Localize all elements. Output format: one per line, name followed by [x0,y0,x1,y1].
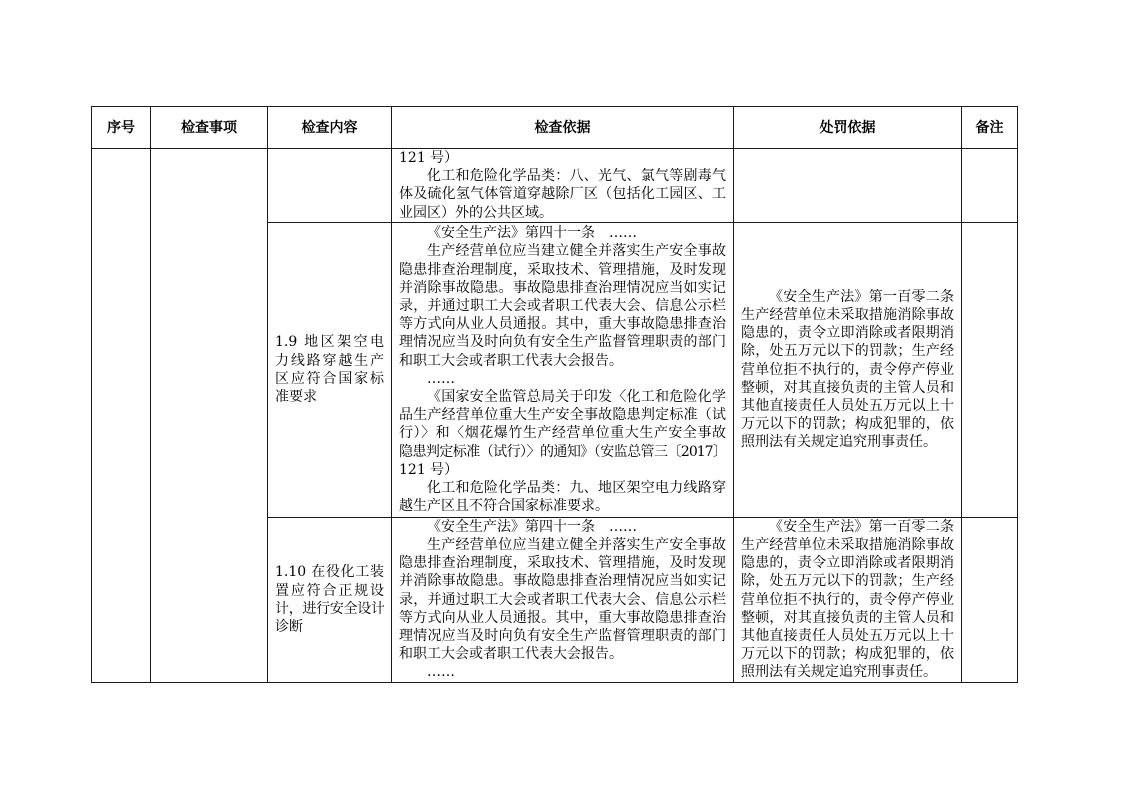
content-cell [268,517,392,682]
penalty-cell [734,517,962,682]
text-line: 和职工大会或者职工代表大会报告。 [399,646,623,663]
text-line: 除，处五万元以下的罚款；生产经 [741,573,954,590]
text-line: 生产经营单位应当建立健全并落实生产安全事故 [427,537,726,554]
remark-cell [962,517,1018,682]
text-line: 《安全生产法》第一百零二条 [769,288,954,305]
header-content: 检查内容 [268,107,392,149]
content-text [268,333,391,406]
item-cell [151,149,268,683]
basis-text [392,224,733,515]
penalty-text [734,288,961,452]
text-line: 等方式向从业人员通报。其中，重大事故隐患排查治 [399,609,726,626]
text-line: 生产经营单位未采取措施消除事故 [741,537,954,554]
remark-cell [962,222,1018,517]
text-line: 生产经营单位未采取措施消除事故 [741,307,954,324]
text-line: 隐患的，责令立即消除或者限期消 [741,325,954,342]
text-line: 置应符合正规设 [275,582,384,599]
text-line: 隐患排查治理制度，采取技术、管理措施，及时发现 [399,261,726,278]
inspection-table [91,106,1018,683]
text-line: 品生产经营单位重大生产安全事故隐患判定标准（试 [399,407,726,424]
text-line: 化工和危险化学品类：八、光气、氯气等剧毒气 [427,168,726,185]
text-line: 万元以下的罚款；构成犯罪的，依 [741,646,954,663]
text-line: 1.9 地区架空电 [275,334,384,351]
content-cell [268,222,392,517]
text-line: 营单位拒不执行的，责令停产停业 [741,591,954,608]
text-line: 并消除事故隐患。事故隐患排查治理情况应当如实记 [399,279,726,296]
text-line: 《安全生产法》第四十一条 …… [427,225,637,242]
text-line: 行）〉和〈烟花爆竹生产经营单位重大生产安全事故 [399,425,726,442]
content-cell [268,149,392,223]
basis-text [392,518,733,682]
text-line: 等方式向从业人员通报。其中，重大事故隐患排查治 [399,316,726,333]
text-line: 《安全生产法》第四十一条 …… [427,518,637,535]
remark-cell [962,149,1018,223]
text-line: 录，并通过职工大会或者职工代表大会、信息公示栏 [399,591,726,608]
header-item: 检查事项 [151,107,268,149]
header-remark: 备注 [962,107,1018,149]
text-line: 并消除事故隐患。事故隐患排查治理情况应当如实记 [399,573,726,590]
text-line: 生产经营单位应当建立健全并落实生产安全事故 [427,243,726,260]
text-line: 计，进行安全设计 [275,600,384,617]
text-line: 其他直接责任人员处五万元以上十 [741,628,954,645]
text-line: 照刑法有关规定追究刑事责任。 [741,434,937,451]
text-line: 力线路穿越生产 [275,352,384,369]
content-text [268,563,391,636]
text-line: …… [427,664,455,681]
text-line: 营单位拒不执行的，责令停产停业 [741,361,954,378]
text-line: 隐患判定标准（试行）〉的通知》（安监总管三〔2017〕 [399,443,726,460]
text-line: 121 号） [399,461,459,478]
text-line: 越生产区且不符合国家标准要求。 [399,498,609,515]
text-line: 业园区）外的公共区域。 [399,204,553,221]
text-line: 录，并通过职工大会或者职工代表大会、信息公示栏 [399,298,726,314]
header-basis: 检查依据 [392,107,734,149]
no-cell [92,149,151,683]
text-line: 《安全生产法》第一百零二条 [769,518,954,535]
text-line: 隐患排查治理制度，采取技术、管理措施，及时发现 [399,555,726,572]
text-line: 其他直接责任人员处五万元以上十 [741,398,954,415]
text-line: 照刑法有关规定追究刑事责任。 [741,664,937,681]
penalty-cell [734,149,962,223]
basis-cell [392,222,734,517]
text-line: 除，处五万元以下的罚款；生产经 [741,343,954,360]
text-line: 理情况应当及时向负有安全生产监督管理职责的部门 [399,334,726,351]
text-line: 体及硫化氢气体管道穿越除厂区（包括化工园区、工 [399,186,726,203]
text-line: 121 号） [399,150,459,166]
text-line: …… [427,370,455,387]
basis-text [392,149,733,222]
table-row [92,149,1018,223]
text-line: 区应符合国家标 [275,370,384,387]
text-line: 准要求 [275,388,317,405]
basis-cell [392,149,734,223]
text-line: 诊断 [275,618,303,635]
header-no: 序号 [92,107,151,149]
basis-cell [392,517,734,682]
text-line: 万元以下的罚款；构成犯罪的，依 [741,416,954,433]
header-row [92,107,1018,149]
text-line: 理情况应当及时向负有安全生产监督管理职责的部门 [399,628,726,645]
penalty-text [734,518,961,682]
penalty-cell [734,222,962,517]
text-line: 整顿，对其直接负责的主管人员和 [741,379,954,396]
text-line: 《国家安全监管总局关于印发〈化工和危险化学 [427,388,726,405]
header-penalty: 处罚依据 [734,107,962,149]
text-line: 化工和危险化学品类：九、地区架空电力线路穿 [427,479,726,496]
text-line: 整顿，对其直接负责的主管人员和 [741,609,954,626]
text-line: 隐患的，责令立即消除或者限期消 [741,555,954,572]
text-line: 1.10 在役化工装 [275,564,384,581]
text-line: 和职工大会或者职工代表大会报告。 [399,352,623,369]
